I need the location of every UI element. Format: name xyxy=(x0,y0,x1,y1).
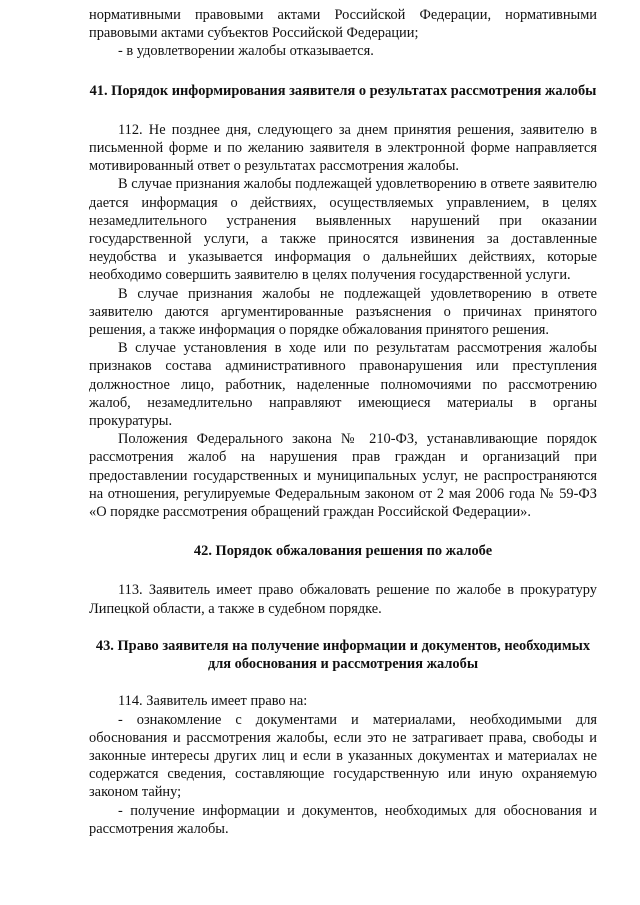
paragraph-violation-found: В случае установления в ходе или по результатам рассмотрения жалобы признаков состава административного правонарушения или преступления должностное лицо, работник, наделенные полномочиями по рассмотрению жалоб, незамедлительно направляют имеющиеся материалы в органы прокуратуры. xyxy=(89,340,597,430)
section-heading-43: 43. Право заявителя на получение информации и документов, необходимых для обоснования и рассмотрения жалобы xyxy=(95,637,591,673)
paragraph-rejected-complaint: В случае признания жалобы не подлежащей удовлетворению в ответе заявителю даются аргументированные разъяснения о причинах принятого решения, а также информация о порядке обжалования принятого решения. xyxy=(89,285,597,339)
paragraph-law-provisions: Положения Федерального закона № 210-ФЗ, устанавливающие порядок рассмотрения жалоб на нарушения прав граждан и организаций при предоставлении государственных и муниципальных услуг, не распространяются на отношения, регулируемые Федеральным законом от 2 мая 2006 года № 59-ФЗ «О порядке рассмотрения обращений граждан Российской Федерации». xyxy=(89,431,597,521)
paragraph-satisfied-complaint: В случае признания жалобы подлежащей удовлетворению в ответе заявителю дается информация о действиях, осуществляемых управлением, в целях незамедлительного устранения выявленных нарушений при оказании государственной услуги, а также приносятся извинения за доставленные неудобства и указывается информация о дальнейших действиях, которые необходимо совершить заявителю в целях получения государственной услуги. xyxy=(89,176,597,284)
paragraph-obtain-information: - получение информации и документов, необходимых для обоснования и рассмотрения жалобы. xyxy=(89,802,597,837)
paragraph-112: 112. Не позднее дня, следующего за днем принятия решения, заявителю в письменной форме и по желанию заявителя в электронной форме направляется мотивированный ответ о результатах рассмотрения жалобы. xyxy=(89,121,597,175)
paragraph-continuation: нормативными правовыми актами Российской Федерации, нормативными правовыми актами субъектов Российской Федерации; xyxy=(89,7,597,42)
paragraph-access-documents: - ознакомление с документами и материалами, необходимыми для обоснования и рассмотрения жалобы, если это не затрагивает права, свободы и законные интересы других лиц и если в указанных документах и материалах не содержатся сведения, составляющие государственную или иную охраняемую законом тайну; xyxy=(89,711,597,801)
paragraph-113: 113. Заявитель имеет право обжаловать решение по жалобе в прокуратуру Липецкой области, а также в судебном порядке. xyxy=(89,582,597,617)
document-page xyxy=(89,6,597,838)
paragraph-114: 114. Заявитель имеет право на: xyxy=(118,693,308,710)
section-heading-41: 41. Порядок информирования заявителя о результатах рассмотрения жалобы xyxy=(89,82,597,99)
paragraph-refusal-item: - в удовлетворении жалобы отказывается. xyxy=(118,43,374,60)
section-heading-42: 42. Порядок обжалования решения по жалобе xyxy=(193,543,493,560)
